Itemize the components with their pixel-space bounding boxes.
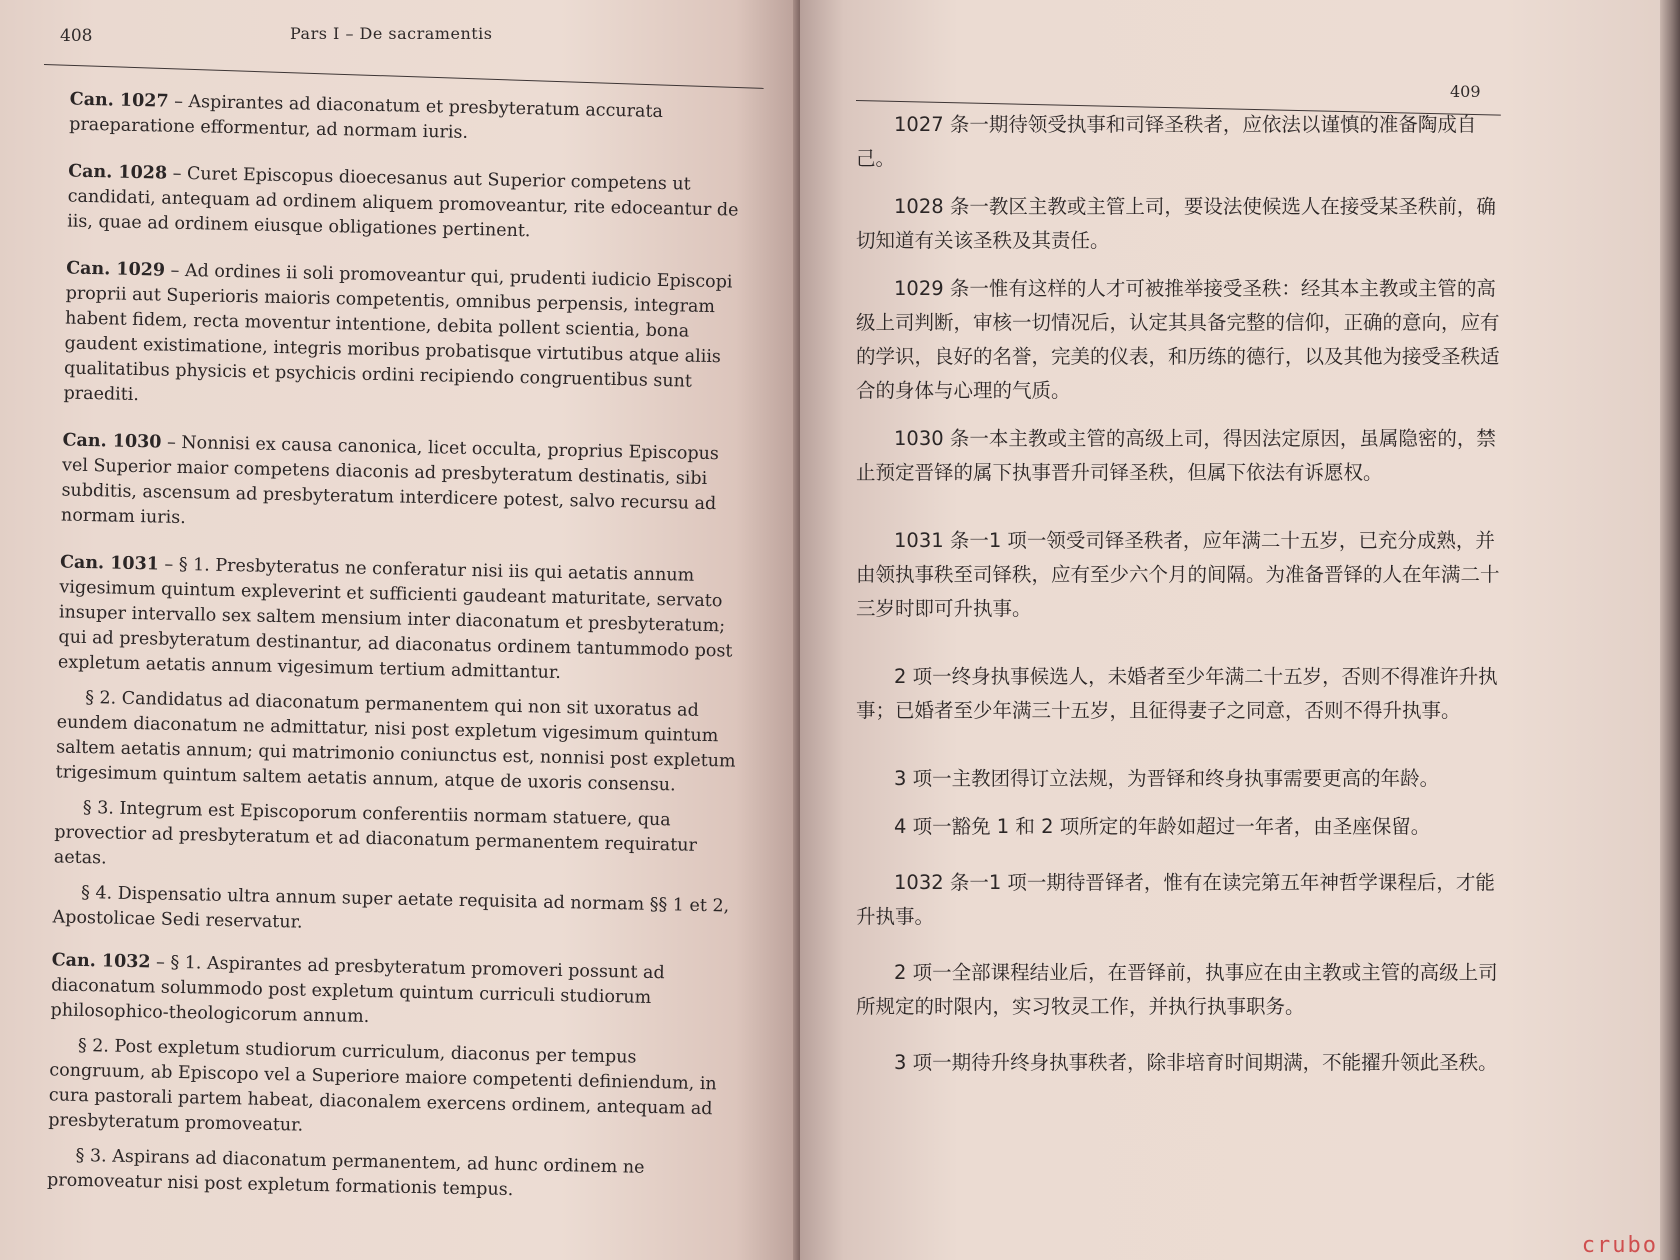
canon-1027 [69,88,750,152]
zh-text: 1030 条一本主教或主管的高级上司，得因法定原因，虽属隐密的，禁止预定晋铎的属下执事晋升司铎圣秩，但属下依法有诉愿权。 [856,427,1496,484]
canon-1031-para-3: § 3. Integrum est Episcoporum conferentiis normam statuere, qua provectior ad presbyteratum et ad diaconatum permanentem requiratur aetas. [53,797,698,869]
canon-1029 [63,257,746,421]
zh-paragraph [856,524,1506,626]
left-header-rule [44,64,764,89]
zh-text: 3 项一主教团得订立法规，为晋铎和终身执事需要更高的年龄。 [894,767,1440,790]
zh-text: 2 项一终身执事候选人，未婚者至少年满二十五岁，否则不得准许升执事；已婚者至少年满三十五岁，且征得妻子之同意，否则不得升执事。 [856,665,1498,722]
zh-text: 1027 条一期待领受执事和司铎圣秩者，应依法以谨慎的准备陶成自己。 [856,113,1477,170]
canon-text: – Ad ordines ii soli promoveantur qui, prudenti iudicio Episcopi proprii aut Superioris maioris competentis, omnibus perpensis, integram habent fidem, recta moventur intentione, debita pollent scientia, bona gaudent existimatione, integris moribus probatisque virtutibus atque aliis qualitatibus physicis et psychicis ordini recipiendo congruentibus sunt praediti. [63,260,733,406]
canon-1031-para-2: § 2. Candidatus ad diaconatum permanentem qui non sit uxoratus ad eundem diaconatum ne admittatur, nisi post expletum vigesimum quintum saltem aetatis annum; qui matrimonio coniunctus est, nonnisi post expletum trigesimum quintum saltem aetatis annum, atque de uxoris consensu. [55,687,736,796]
left-page-header [44,24,756,52]
canon-label: Can. 1030 [62,430,162,453]
canon-1032-para-3: § 3. Aspirans ad diaconatum permanentem, ad hunc ordinem ne promoveatur nisi post expletum formationis tempus. [46,1145,645,1201]
page-edge [1660,0,1680,1260]
zh-text: 1031 条一1 项一领受司铎圣秩者，应年满二十五岁，已充分成熟，并由领执事秩至司铎秩，应有至少六个月的间隔。为准备晋铎的人在年满二十三岁时即可升执事。 [856,529,1500,620]
canon-1031 [58,550,740,689]
canon-text: – § 1. Aspirantes ad presbyteratum promoveri possunt ad diaconatum solummodo post expletum quintum curriculi studiorum philosophico-theologicorum annum. [50,952,665,1028]
canon-text: – Nonnisi ex causa canonica, licet occulta, proprius Episcopus vel Superior maior competens diaconis ad presbyteratum destinatis, sibi subditis, ascensum ad presbyteratum interdicere potest, salvo recursu ad normam iuris. [60,432,720,529]
zh-paragraph [856,1046,1506,1080]
zh-paragraph [856,422,1506,490]
right-page [800,0,1680,1260]
canon-1028 [67,160,748,249]
right-page-number: 409 [1450,82,1481,101]
zh-paragraph [856,762,1506,796]
canon-label: Can. 1031 [59,552,160,575]
canon-label: Can. 1029 [65,258,166,281]
zh-text: 2 项一全部课程结业后，在晋铎前，执事应在由主教或主管的高级上司所规定的时限内，实习牧灵工作，并执行执事职务。 [856,961,1498,1018]
zh-paragraph [856,190,1506,258]
zh-paragraph [856,272,1506,408]
zh-text: 3 项一期待升终身执事秩者，除非培育时间期满，不能擢升领此圣秩。 [894,1051,1498,1074]
canon-1031-para-4: § 4. Dispensatio ultra annum super aetate requisita ad normam §§ 1 et 2, Apostolicae Sedi reservatur. [52,882,730,933]
canon-text: – Aspirantes ad diaconatum et presbyteratum accurata praeparatione efformentur, ad normam iuris. [69,91,664,143]
zh-text: 1028 条一教区主教或主管上司，要设法使候选人在接受某圣秩前，确切知道有关该圣秩及其责任。 [856,195,1496,252]
zh-text: 4 项一豁免 1 和 2 项所定的年龄如超过一年者，由圣座保留。 [894,815,1431,838]
canon-label: Can. 1032 [51,950,151,973]
zh-paragraph [856,108,1506,176]
left-page [0,0,800,1260]
canon-text: – § 1. Presbyteratus ne conferatur nisi iis qui aetatis annum vigesimum quintum expleverint et sufficienti gaudeant maturitate, servato insuper intervallo sex saltem mensium inter diaconatum et presbyteratum; qui ad presbyteratum destinantur, ad diaconatus ordinem tantummodo post expletum aetatis annum vigesimum tertium admittantur. [57,554,733,683]
zh-paragraph [856,866,1506,934]
canon-1030 [61,428,743,542]
zh-text: 1029 条一惟有这样的人才可被推举接受圣秩：经其本主教或主管的高级上司判断，审核一切情况后，认定其具备完整的信仰，正确的意向，应有的学识，良好的名誉，完美的仪表，和历练的德行，以及其他为接受圣秩适合的身体与心理的气质。 [856,277,1500,402]
canon-1032-para-2: § 2. Post expletum studiorum curriculum, diaconus per tempus congruum, ab Episcopo vel a Superiore maiore competenti definiendum, in cura pastorali partem habeat, diaconalem exercens ordinem, antequam ad presbyteratum promoveatur. [48,1035,717,1136]
canon-label: Can. 1028 [68,161,168,184]
canon-text: – Curet Episcopus dioecesanus aut Superior competens ut candidati, antequam ad ordinem aliquem promoveantur, rite edoceantur de iis, quae ad ordinem eiusque obligationes pertinent. [66,163,739,242]
running-head: Pars I – De sacramentis [290,24,493,43]
canon-1032 [50,948,731,1037]
zh-text: 1032 条一1 项一期待晋铎者，惟有在读完第五年神哲学课程后，才能升执事。 [856,871,1495,928]
canon-label: Can. 1027 [69,89,169,112]
zh-paragraph [856,810,1506,844]
chinese-text-block [856,108,1506,1094]
zh-paragraph [856,660,1506,728]
watermark: crubo [1581,1233,1658,1258]
left-page-number: 408 [60,26,93,46]
zh-paragraph [856,956,1506,1024]
latin-text-block [21,87,750,1208]
